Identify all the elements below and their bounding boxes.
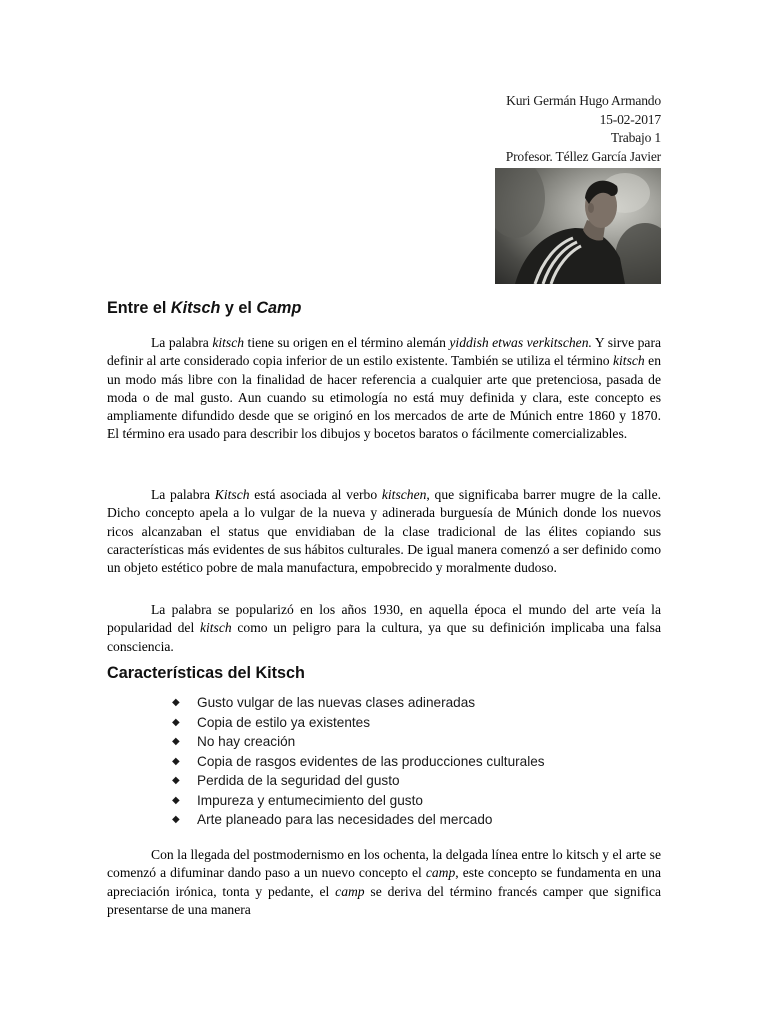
diamond-bullet-icon: ◆ <box>172 775 180 786</box>
paragraph-popularity: La palabra se popularizó en los años 1930, en aquella época el mundo del arte veía la popularidad del kitsch como un peligro para la cultura, ya que su definición implicaba una falsa consciencia. <box>107 602 661 654</box>
list-item: ◆ Impureza y entumecimiento del gusto <box>172 791 545 811</box>
author-name: Kuri Germán Hugo Armando <box>506 93 661 108</box>
section-title-characteristics: Características del Kitsch <box>107 664 305 682</box>
diamond-bullet-icon: ◆ <box>172 697 180 708</box>
assignment-label: Trabajo 1 <box>610 130 661 146</box>
main-title <box>107 299 301 318</box>
title-kitsch: Kitsch <box>170 299 221 317</box>
portrait-photo <box>495 168 661 284</box>
paragraph-verb: La palabra Kitsch está asociada al verbo kitschen, que significaba barrer mugre de la calle. Dicho concepto apela a lo vulgar de la nueva y adinerada burguesía de Múnich donde los nuevos ricos alcanzaban el status que envidiaban de la clase tradicional de las élites copiando sus características más evidentes de sus hábitos culturales. De igual manera comenzó a ser definido como un objeto estético pobre de mala manufactura, empobrecido y moralmente dudoso. <box>107 487 661 576</box>
title-text-pre: Entre el <box>107 299 171 317</box>
list-item: ◆ Copia de estilo ya existentes <box>172 713 545 733</box>
list-item: ◆ Arte planeado para las necesidades del mercado <box>172 810 545 830</box>
diamond-bullet-icon: ◆ <box>172 736 180 747</box>
title-camp: Camp <box>256 299 302 317</box>
diamond-bullet-icon: ◆ <box>172 716 180 728</box>
list-item: ◆ Copia de rasgos evidentes de las producciones culturales <box>172 752 545 772</box>
paragraph-origin: La palabra kitsch tiene su origen en el término alemán yiddish etwas verkitschen. Y sirve para definir al arte considerado copia inferior de un estilo existente. También se utiliza el término kitsch en un modo más libre con la finalidad de hacer referencia a cualquier arte que pretenciosa, pasada de moda o de mal gusto. Aun cuando su etimología no está muy definida y clara, este concepto es ampliamente difundido desde que se originó en los mercados de arte de Múnich entre 1860 y 1870. El término era usado para describir los dibujos y bocetos baratos o fácilmente comercializables. <box>107 335 662 442</box>
list-item: ◆ No hay creación <box>172 732 545 752</box>
diamond-bullet-icon: ◆ <box>172 814 180 825</box>
title-text-mid: y el <box>220 299 257 317</box>
list-item: ◆ Perdida de la seguridad del gusto <box>172 771 545 791</box>
document-date: 15-02-2017 <box>599 111 661 127</box>
paragraph-postmodernism: Con la llegada del postmodernismo en los ochenta, la delgada línea entre lo kitsch y el arte se comenzó a difuminar dando paso a un nuevo concepto el camp, este concepto se fundamenta en una apreciación irónica, tonta y pedante, el camp se deriva del término francés camper que significa presentarse de una manera <box>107 847 662 917</box>
author-header <box>506 92 661 166</box>
diamond-bullet-icon: ◆ <box>172 755 180 767</box>
list-item: ◆ Gusto vulgar de las nuevas clases adineradas <box>172 693 545 713</box>
characteristics-list <box>172 693 545 830</box>
professor-name: Profesor. Téllez García Javier <box>505 148 661 164</box>
diamond-bullet-icon: ◆ <box>172 794 180 806</box>
